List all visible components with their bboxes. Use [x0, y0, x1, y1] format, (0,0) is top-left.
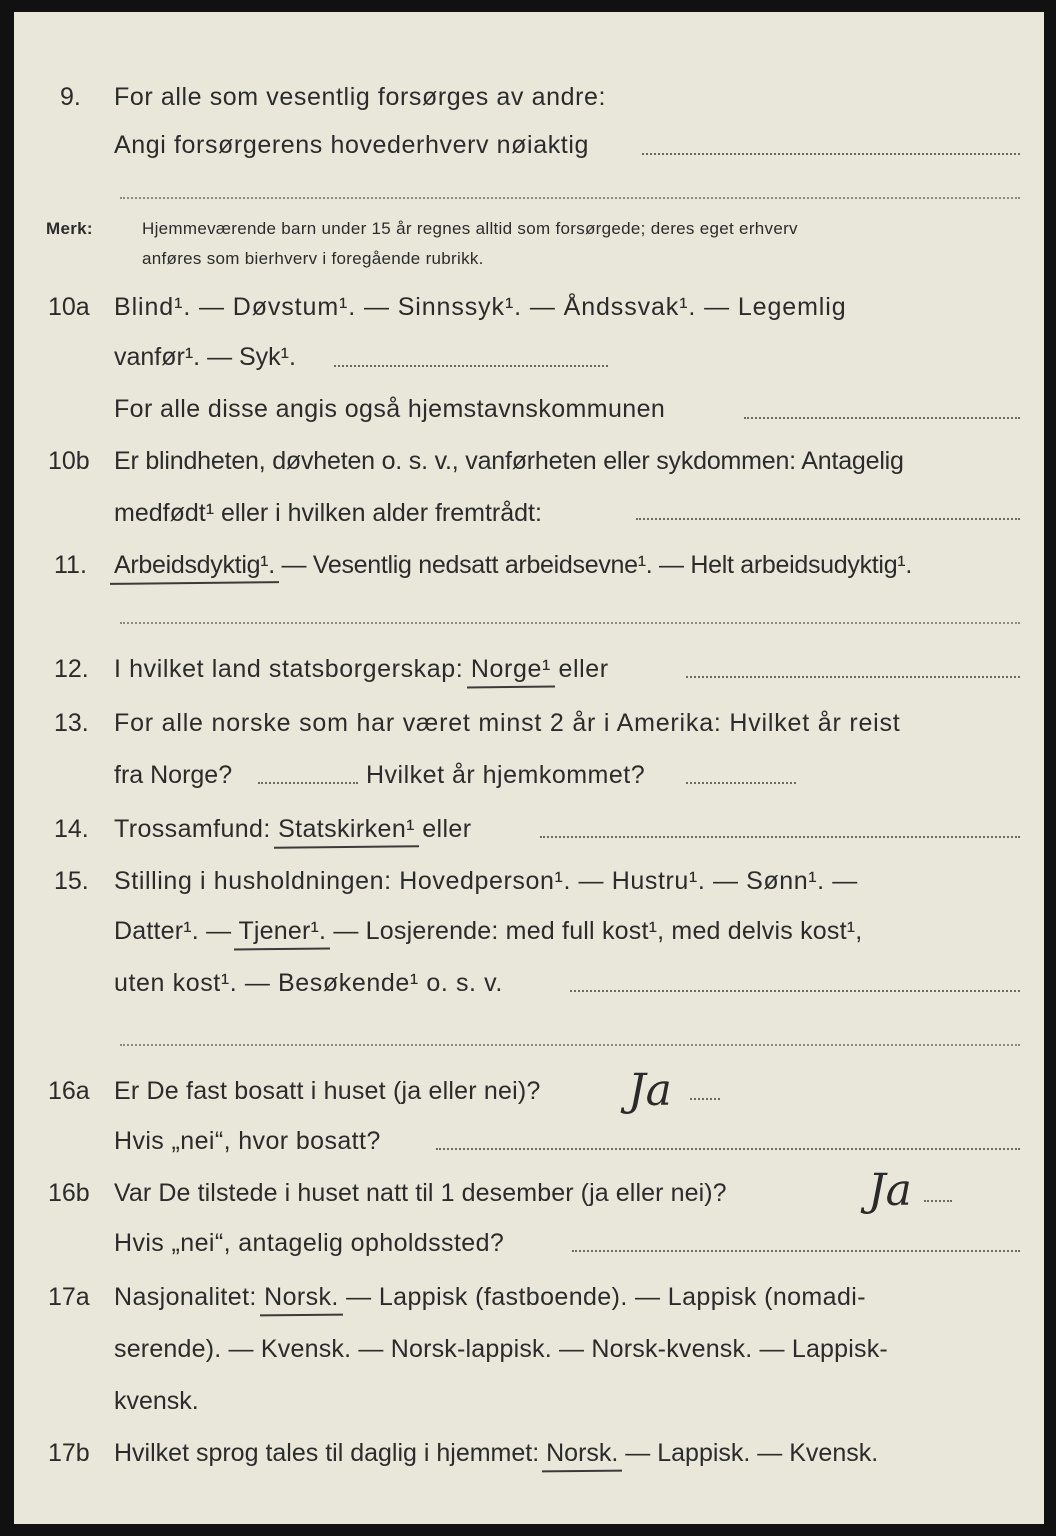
q9-line1: For alle som vesentlig forsørges av andre:	[114, 83, 607, 111]
q14-line	[114, 814, 471, 844]
q9-number: 9.	[60, 83, 81, 111]
q9-line2: Angi forsørgerens hovederhverv nøiaktig	[114, 131, 589, 159]
q13-number: 13.	[54, 709, 89, 737]
q15-other-field[interactable]	[570, 990, 1020, 992]
q13-line2b: Hvilket år hjemkommet?	[366, 761, 646, 789]
merk-label: Merk:	[46, 219, 93, 238]
q12-post: eller	[550, 655, 609, 683]
q14-post: eller	[414, 815, 472, 843]
q16b-answer-field[interactable]	[924, 1200, 952, 1202]
q17a-line3: kvensk.	[114, 1387, 199, 1415]
q11-extra-line[interactable]	[120, 622, 1020, 624]
q17a-post: — Lappisk (fastboende). — Lappisk (nomadi-	[338, 1283, 866, 1311]
q14-other-field[interactable]	[540, 836, 1020, 838]
q16a-line2: Hvis „nei“, hvor bosatt?	[114, 1127, 381, 1155]
census-form-page	[14, 12, 1044, 1524]
q17b-selected-option[interactable]: Norsk.	[546, 1439, 619, 1467]
q13-line1: For alle norske som har været minst 2 år i Amerika: Hvilket år reist	[114, 709, 901, 737]
q13-line2a: fra Norge?	[114, 761, 233, 789]
merk-line2: anføres som bierhverv i foregående rubrikk.	[142, 249, 484, 268]
q11-rest: — Vesentlig nedsatt arbeidsevne¹. — Helt arbeidsudyktig¹.	[274, 551, 912, 579]
q12-selected-option[interactable]: Norge¹	[470, 655, 551, 683]
q17b-number: 17b	[48, 1439, 90, 1467]
q10a-line2: vanfør¹. — Syk¹.	[114, 343, 296, 371]
q15-line2b: — Losjerende: med full kost¹, med delvis kost¹,	[326, 917, 863, 945]
q15-number: 15.	[54, 867, 89, 895]
q12-line	[114, 654, 609, 684]
q9-extra-line[interactable]	[120, 197, 1020, 199]
q15-selected-option[interactable]: Tjener¹.	[238, 917, 327, 945]
q12-number: 12.	[54, 655, 89, 683]
q14-selected-option[interactable]: Statskirken¹	[278, 815, 415, 843]
q15-extra-line[interactable]	[120, 1044, 1020, 1046]
q11-number: 11.	[54, 551, 87, 579]
q12-pre: I hvilket land statsborgerskap:	[114, 655, 471, 683]
q17b-post: — Lappisk. — Kvensk.	[618, 1439, 879, 1467]
q15-line3: uten kost¹. — Besøkende¹ o. s. v.	[114, 969, 503, 997]
q16b-line2: Hvis „nei“, antagelig opholdssted?	[114, 1229, 505, 1257]
q17a-line1	[114, 1282, 866, 1312]
q16a-line1: Er De fast bosatt i huset (ja eller nei)?	[114, 1077, 541, 1105]
q16b-handwritten-answer[interactable]: Ja	[868, 1165, 912, 1216]
q10a-hjemstavn-field[interactable]	[744, 417, 1020, 419]
q17a-selected-option[interactable]: Norsk.	[264, 1283, 339, 1311]
q16b-opholdssted-field[interactable]	[572, 1250, 1020, 1252]
q17a-line2: serende). — Kvensk. — Norsk-lappisk. — Norsk-kvensk. — Lappisk-	[114, 1335, 888, 1363]
q10a-number: 10a	[48, 293, 90, 321]
q17a-number: 17a	[48, 1283, 90, 1311]
q16a-bosatt-field[interactable]	[436, 1148, 1020, 1150]
q10b-alder-field[interactable]	[636, 518, 1020, 520]
q14-pre: Trossamfund:	[114, 815, 279, 843]
q12-other-field[interactable]	[686, 676, 1020, 678]
q16a-handwritten-answer[interactable]: Ja	[628, 1065, 672, 1116]
q9-answer-field[interactable]	[642, 153, 1020, 155]
q13-reist-field[interactable]	[258, 782, 358, 784]
q14-number: 14.	[54, 815, 89, 843]
q10a-line1: Blind¹. — Døvstum¹. — Sinnssyk¹. — Åndssvak¹. — Legemlig	[114, 293, 847, 321]
q17b-pre: Hvilket sprog tales til daglig i hjemmet:	[114, 1439, 547, 1467]
q15-line2	[114, 916, 862, 946]
q11-line	[114, 550, 912, 580]
q10a-line3: For alle disse angis også hjemstavnskommunen	[114, 395, 666, 423]
q16a-answer-field[interactable]	[690, 1098, 720, 1100]
merk-line1: Hjemmeværende barn under 15 år regnes alltid som forsørgede; deres eget erhverv	[142, 219, 798, 238]
q16a-number: 16a	[48, 1077, 90, 1105]
q10b-line2: medfødt¹ eller i hvilken alder fremtrådt:	[114, 499, 542, 527]
q15-line1: Stilling i husholdningen: Hovedperson¹. — Hustru¹. — Sønn¹. —	[114, 867, 858, 895]
q13-hjemkommet-field[interactable]	[686, 782, 796, 784]
q17a-pre: Nasjonalitet:	[114, 1283, 265, 1311]
q15-line2a: Datter¹. —	[114, 917, 239, 945]
q11-selected-option[interactable]: Arbeidsdyktig¹.	[114, 551, 275, 579]
q16b-line1: Var De tilstede i huset natt til 1 desember (ja eller nei)?	[114, 1179, 727, 1207]
q10b-line1: Er blindheten, døvheten o. s. v., vanførheten eller sykdommen: Antagelig	[114, 447, 904, 475]
q10b-number: 10b	[48, 447, 90, 475]
q16b-number: 16b	[48, 1179, 90, 1207]
q17b-line	[114, 1438, 878, 1468]
q10a-syk-field[interactable]	[334, 365, 608, 367]
